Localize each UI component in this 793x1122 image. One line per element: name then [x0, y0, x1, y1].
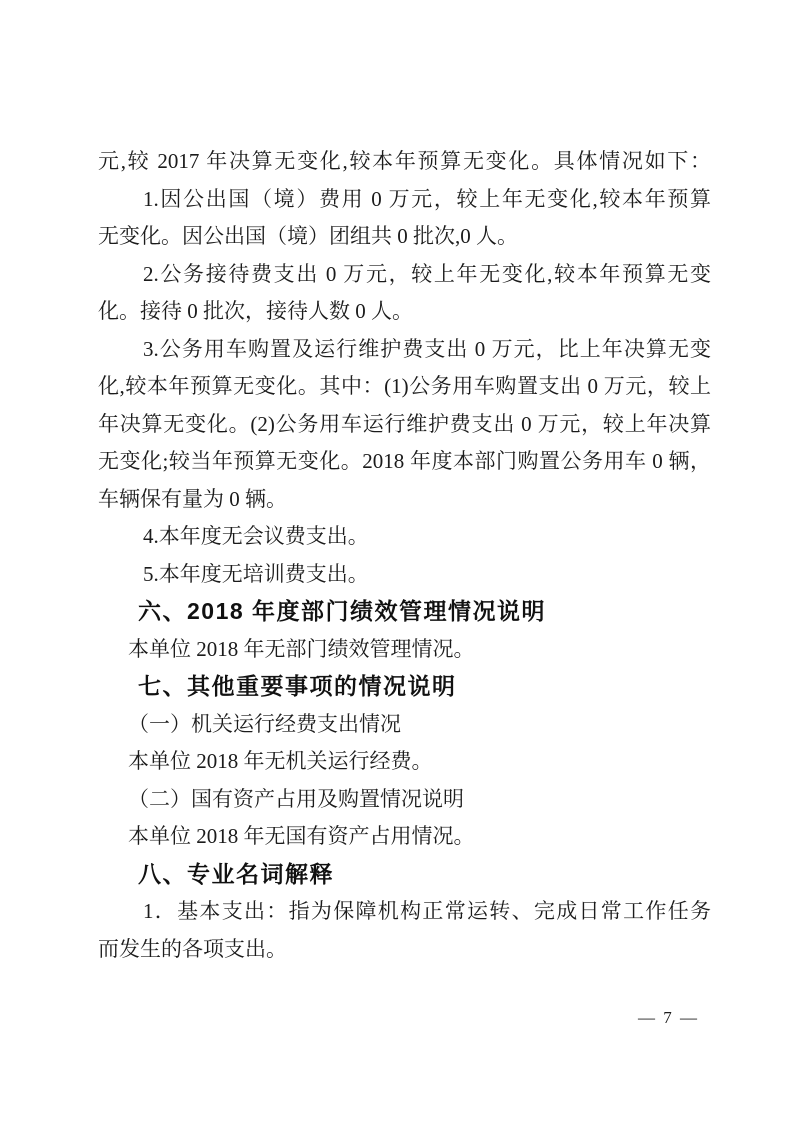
body-line: 3.公务用车购置及运行维护费支出 0 万元，比上年决算无变: [143, 336, 711, 361]
body-line: 年决算无变化。(2)公务用车运行维护费支出 0 万元，较上年决算: [98, 411, 711, 436]
body-line: 而发生的各项支出。: [98, 936, 287, 961]
body-line: 5.本年度无培训费支出。: [143, 561, 369, 586]
body-line: 车辆保有量为 0 辆。: [98, 486, 287, 511]
section-heading-eight: 八、专业名词解释: [138, 860, 334, 887]
body-line: 2.公务接待费支出 0 万元，较上年无变化,较本年预算无变: [143, 261, 711, 286]
body-line: 本单位 2018 年无国有资产占用情况。: [128, 824, 475, 848]
page-number: — 7 —: [638, 1008, 699, 1027]
body-line: 化。接待 0 批次，接待人数 0 人。: [98, 299, 413, 323]
body-line: 4.本年度无会议费支出。: [143, 524, 369, 548]
body-line: 无变化;较当年预算无变化。2018 年度本部门购置公务用车 0 辆，: [98, 449, 711, 473]
body-line: 化,较本年预算无变化。其中：(1)公务用车购置支出 0 万元，较上: [98, 374, 711, 398]
document-content: [98, 143, 711, 968]
body-line: 无变化。因公出国（境）团组共 0 批次,0 人。: [98, 224, 518, 248]
body-line: 本单位 2018 年无部门绩效管理情况。: [128, 636, 475, 661]
section-heading-six: 六、2018 年度部门绩效管理情况说明: [138, 598, 547, 624]
body-line: 本单位 2018 年无机关运行经费。: [128, 749, 433, 773]
body-line: （二）国有资产占用及购置情况说明: [128, 786, 464, 811]
body-line: 1.因公出国（境）费用 0 万元，较上年无变化,较本年预算: [143, 186, 711, 211]
body-line: 元,较 2017 年决算无变化,较本年预算无变化。具体情况如下：: [98, 149, 711, 173]
body-line: （一）机关运行经费支出情况: [128, 711, 401, 736]
section-heading-seven: 七、其他重要事项的情况说明: [138, 673, 457, 699]
body-line: 1．基本支出：指为保障机构正常运转、完成日常工作任务: [143, 899, 711, 923]
